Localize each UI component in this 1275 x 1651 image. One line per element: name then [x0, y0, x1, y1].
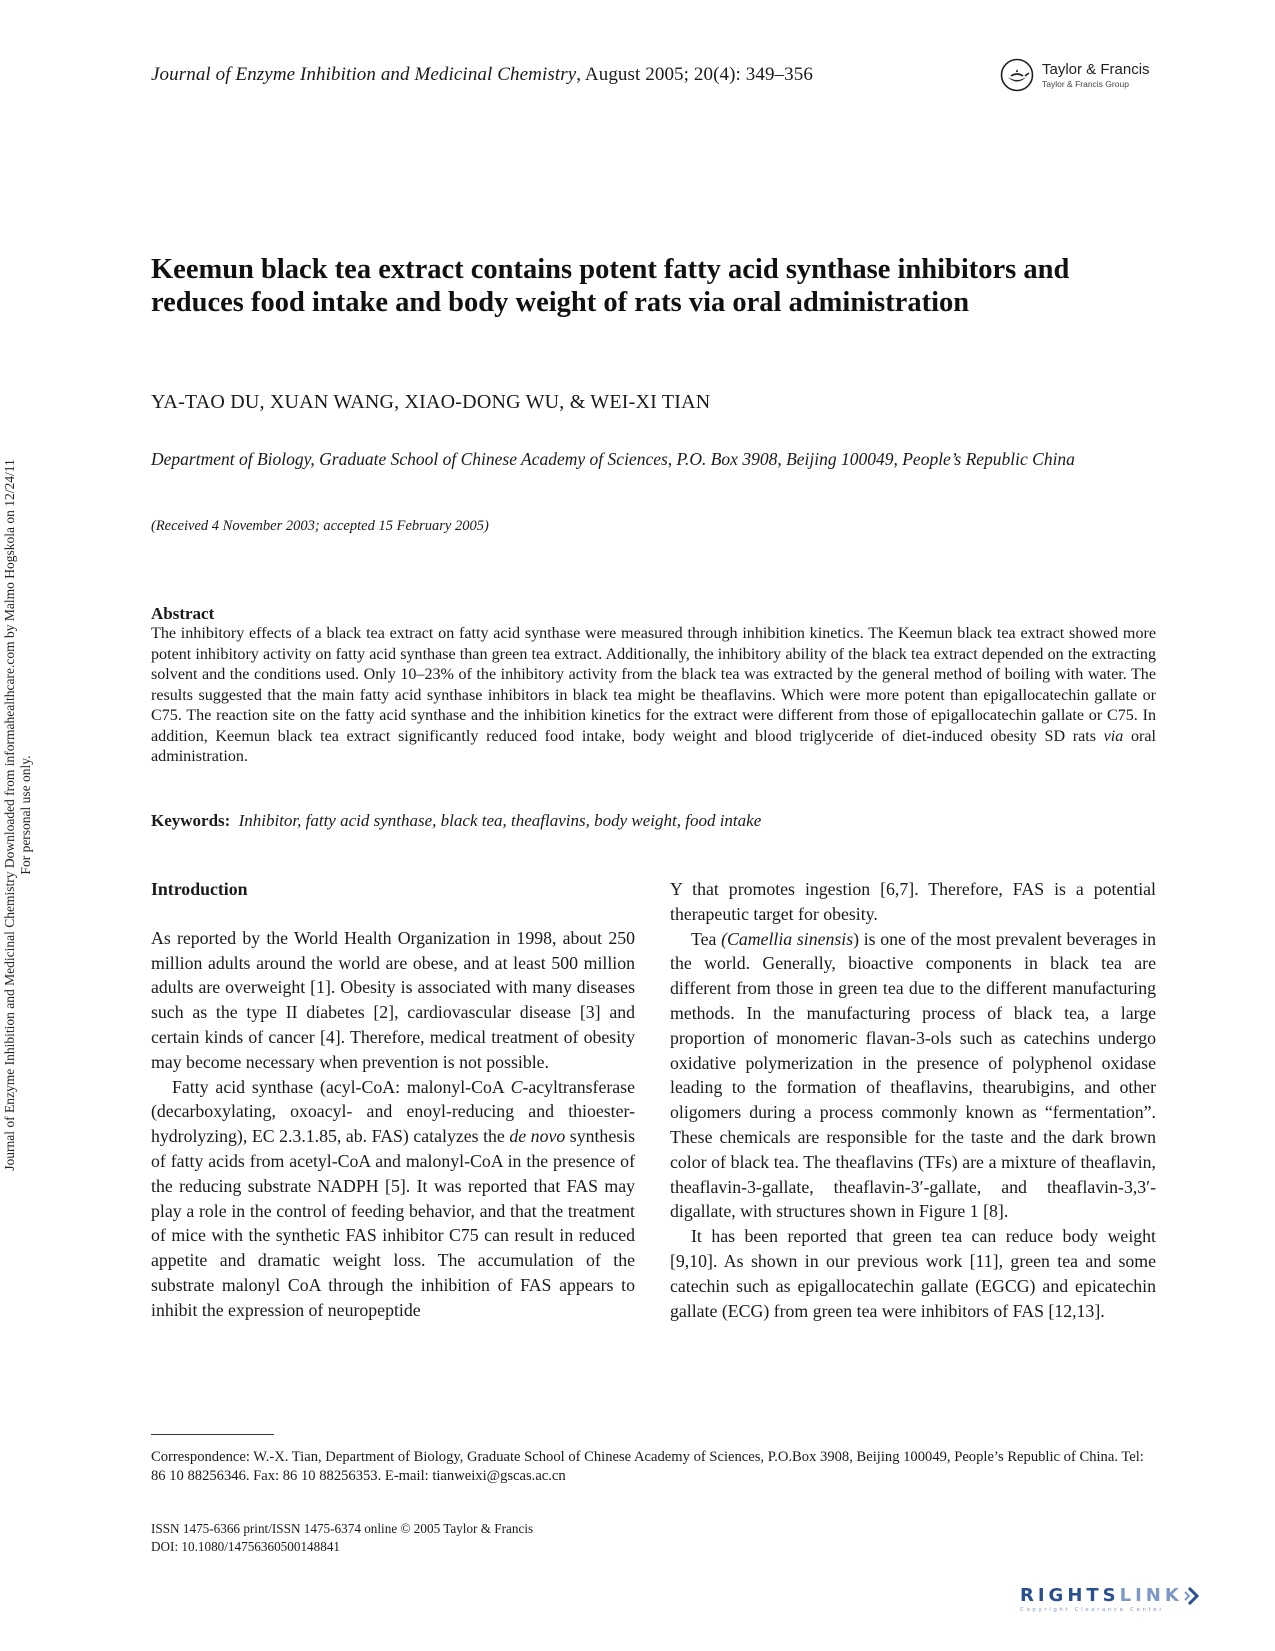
abstract-text-end: oral administration.: [151, 727, 1156, 765]
keywords-label: Keywords:: [151, 811, 231, 830]
rightslink-chevron-icon: [1183, 1586, 1201, 1606]
taylor-francis-lamp-icon: [1000, 58, 1034, 92]
affiliation: Department of Biology, Graduate School of Chinese Academy of Sciences, P.O. Box 3908, Beijing 100049, People’s Republic China: [151, 449, 1075, 469]
issn: ISSN 1475-6366 print/ISSN 1475-6374 online © 2005 Taylor & Francis: [151, 1521, 534, 1536]
download-note: [2, 365, 34, 1265]
correspondence-note: Correspondence: W.-X. Tian, Department of Biology, Graduate School of Chinese Academy of Sciences, P.O.Box 3908, Beijing 100049, People’s Republic of China. Tel: 86 10 88256346. Fax: 86 10 88256353. E-mail: tianweixi@gscas.ac.cn: [151, 1449, 1144, 1484]
received-dates: (Received 4 November 2003; accepted 15 February 2005): [151, 518, 489, 534]
intro-p2-text-b: -acyltransferase (decarboxylating, oxoacyl- and enoyl-reducing and thioester-hydrolyzing), EC 2.3.1.85, ab. FAS) catalyzes the: [151, 1076, 635, 1147]
author-list: YA-TAO DU, XUAN WANG, XIAO-DONG WU, & WEI-XI TIAN: [151, 391, 711, 413]
article-title: Keemun black tea extract contains potent fatty acid synthase inhibitors and reduces food intake and body weight of rats via oral administration: [151, 254, 1070, 318]
rightslink-logo: [1020, 1585, 1201, 1613]
intro-tea-species: (Camellia sinensis: [721, 928, 854, 949]
footnote-divider: [151, 1434, 274, 1435]
doi: DOI: 10.1080/14756360500148841: [151, 1539, 341, 1554]
intro-paragraph-1: As reported by the World Health Organization in 1998, about 250 million adults around the world are obese, and at least 500 million adults are overweight [1]. Obesity is associated with many diseases such as the type II diabetes [2], cardiovascular disease [3] and certain kinds of cancer [4]. Therefore, medical treatment of obesity may become necessary when prevention is not possible.: [151, 927, 635, 1072]
keywords: [151, 811, 761, 831]
abstract-body: [151, 624, 1156, 768]
left-column: [151, 877, 635, 1323]
journal-issue: , August 2005; 20(4): 349–356: [576, 64, 813, 85]
abstract-text: The inhibitory effects of a black tea extract on fatty acid synthase were measured through inhibition kinetics. The Keemun black tea extract showed more potent inhibitory activity on fatty acid synthase than green tea extract. Additionally, the inhibitory ability of the black tea extract depended on the extracting solvent and the conditions used. Only 10–23% of the inhibitory activity from the black tea was extracted by the general method of boiling with water. The results suggested that the main fatty acid synthase inhibitors in black tea might be theaflavins. Which were more potent than epigallocatechin gallate or C75. The reaction site on the fatty acid synthase and the inhibition kinetics for the extract were different from those of epigallocatechin gallate or C75. In addition, Keemun black tea extract significantly reduced food intake, body weight and blood triglyceride of diet-induced obesity SD rats: [151, 625, 1156, 745]
intro-tea-rest: ) is one of the most prevalent beverages in the world. Generally, bioactive components in black tea are different from those in green tea due to the different manufacturing methods. In the manufacturing process of black tea, a large proportion of monomeric flavan-3-ols such as catechins undergo oxidative polymerization in the presence of polyphenol oxidase leading to the formation of theaflavins, thearubigins, and other oligomers during a process commonly known as “fermentation”. These chemicals are responsible for the taste and the dark brown color of black tea. The theaflavins (TFs) are a mixture of theaflavin, theaflavin-3-gallate, theaflavin-3′-gallate, and theaflavin-3,3′- digallate, with structures shown in Figure 1 [8].: [670, 928, 1157, 1222]
intro-paragraph-continued: Y that promotes ingestion [6,7]. Therefore, FAS is a potential therapeutic target for obesity.: [670, 879, 1156, 924]
publisher-logo: [1000, 58, 1150, 92]
intro-p2-c: C: [510, 1076, 523, 1097]
abstract-via: via: [1103, 727, 1124, 745]
publisher-name: Taylor & Francis: [1042, 60, 1150, 78]
intro-paragraph-tea: [670, 927, 1156, 1225]
intro-p2-de-novo: de novo: [509, 1126, 566, 1147]
rightslink-subtitle: Copyright Clearance Center: [1020, 1607, 1165, 1613]
rightslink-rights: RIGHTS: [1020, 1585, 1120, 1606]
publisher-group: Taylor & Francis Group: [1042, 78, 1129, 89]
intro-p2-text-a: Fatty acid synthase (acyl-CoA: malonyl-CoA: [172, 1076, 511, 1097]
abstract-heading: Abstract: [151, 604, 215, 623]
intro-paragraph-green-tea: It has been reported that green tea can reduce body weight [9,10]. As shown in our previous work [11], green tea and some catechin such as epigallocatechin gallate (EGCG) and epicatechin gallate (ECG) from green tea were inhibitors of FAS [12,13].: [670, 1226, 1156, 1321]
journal-citation: [151, 64, 813, 86]
intro-p2-text-rest: synthesis of fatty acids from acetyl-CoA and malonyl-CoA in the presence of the reducing substrate NADPH [5]. It was reported that FAS may play a role in the control of feeding behavior, and that the treatment of mice with the synthetic FAS inhibitor C75 can result in reduced appetite and dramatic weight loss. The accumulation of the substrate malonyl CoA through the inhibition of FAS appears to inhibit the expression of neuropeptide: [151, 1126, 635, 1320]
journal-name: Journal of Enzyme Inhibition and Medicinal Chemistry: [151, 64, 577, 85]
download-note-line1: Journal of Enzyme Inhibition and Medicinal Chemistry Downloaded from informahealthcare.com by Malmo Hogskola on 12/24/11: [2, 459, 17, 1171]
keywords-list: Inhibitor, fatty acid synthase, black tea, theaflavins, body weight, food intake: [238, 811, 762, 830]
right-column: [670, 877, 1156, 1323]
rightslink-link: LINK: [1119, 1585, 1183, 1606]
issn-block: [151, 1520, 533, 1556]
intro-tea-a: Tea: [691, 928, 722, 949]
intro-paragraph-2: [151, 1075, 635, 1323]
download-note-line2: For personal use only.: [18, 755, 33, 875]
rightslink-wordmark: [1020, 1585, 1183, 1606]
introduction-heading: Introduction: [151, 879, 248, 899]
